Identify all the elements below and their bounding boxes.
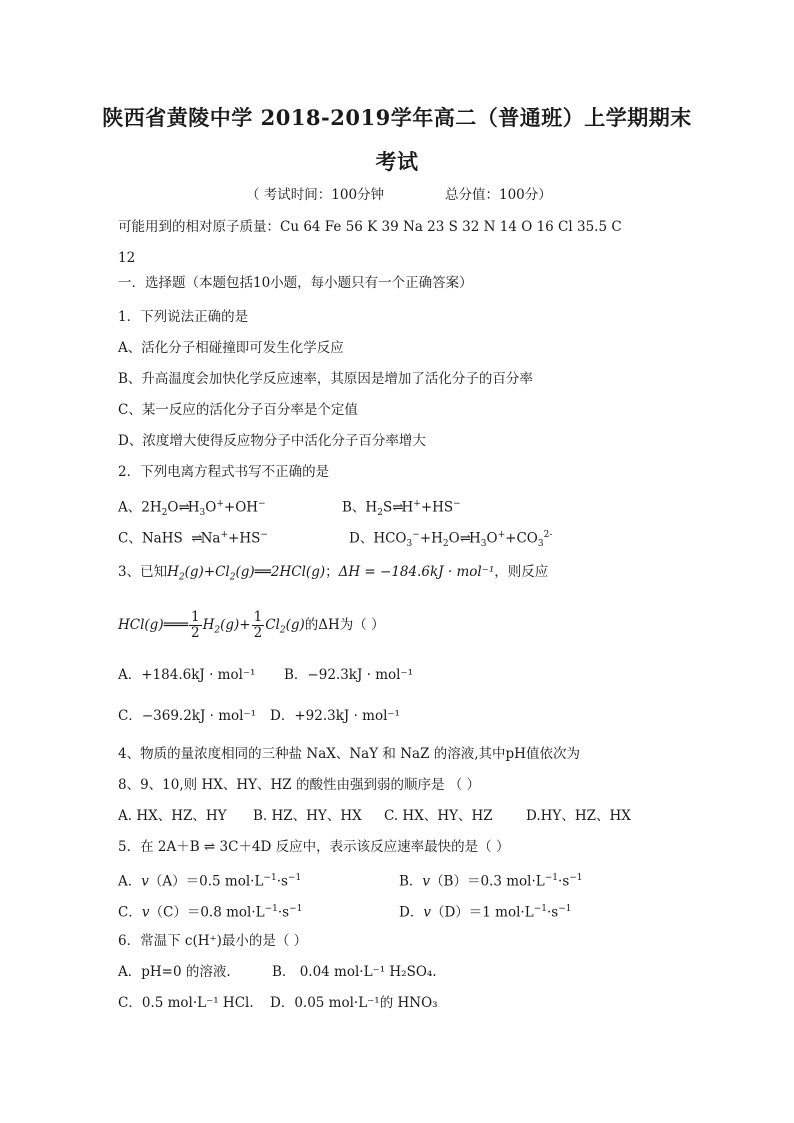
atomic-masses: 可能用到的相对原子质量：Cu 64 Fe 56 K 39 Na 23 S 32 N 14 O 16 Cl 35.5 C <box>118 219 622 235</box>
question-3-suffix: ，则反应 <box>494 564 549 580</box>
question-1-option-d: D、浓度增大使得反应物分子中活化分子百分率增大 <box>118 433 426 449</box>
question-2-option-a: A、$2H_2O\rightleftharpoons H_3O^++OH^-$ <box>118 499 266 519</box>
question-6-stem: 6．常温下 c(H⁺)最小的是（ ） <box>118 933 308 949</box>
question-4-option-c: C. HX、HY、HZ <box>384 808 493 824</box>
question-3-reaction-2: HCl(g)═══ $\frac{1}{2}$ $H_2(g)+$ $\frac{1}{2}$ $Cl_2(g)$的ΔH为（ ） <box>118 609 385 641</box>
question-5-option-d: D．v（D）＝1 $mol\cdot L^{-1}\cdot s^{-1}$ <box>399 904 572 921</box>
question-2-option-b: B、$H_2S\rightleftharpoons H^++HS^-$ <box>342 499 461 519</box>
question-3-stem: 3、已知$H_2(g)+Cl_2(g)══2HCl(g)$；ΔH = −184.6kJ · mol⁻¹，则反应 <box>118 564 549 583</box>
question-1-stem: 1．下列说法正确的是 <box>118 309 249 325</box>
question-2-stem: 2．下列电离方程式书写不正确的是 <box>118 464 330 480</box>
question-4-option-b: B. HZ、HY、HX <box>253 808 362 824</box>
page-title-continued: 考试 <box>375 149 419 174</box>
total-score: 总分值：100分） <box>445 187 552 203</box>
question-3-delta-h: ΔH = −184.6kJ · mol⁻¹ <box>338 564 495 580</box>
atomic-masses-cont: 12 <box>118 250 136 266</box>
question-5-option-a: A．v（A）＝0.5 $mol\cdot L^{-1}\cdot s^{-1}$ <box>118 873 302 890</box>
question-6-option-a: A．pH=0 的溶液. <box>118 964 231 980</box>
question-3-option-d: D．+92.3kJ · mol⁻¹ <box>270 708 400 724</box>
question-1-option-b: B、升高温度会加快化学反应速率，其原因是增加了活化分子的百分率 <box>118 371 533 387</box>
question-6-option-b: B． 0.04 mol·L⁻¹ H₂SO₄. <box>272 964 437 980</box>
question-5-stem: 5．在 2A＋B ⇌ 3C＋4D 反应中，表示该反应速率最快的是（ ） <box>118 839 510 855</box>
question-4-option-d: D.HY、HZ、HX <box>526 808 631 824</box>
question-3-prefix: 3、已知 <box>118 564 168 580</box>
question-4-stem-cont: 8、9、10,则 HX、HY、HZ 的酸性由强到弱的顺序是 （ ） <box>118 777 481 793</box>
question-3-reaction: $H_2(g)+Cl_2(g)══2HCl(g)$ <box>167 564 326 583</box>
question-4-stem: 4、物质的量浓度相同的三种盐 NaX、NaY 和 NaZ 的溶液,其中pH值依次为 <box>118 746 580 762</box>
question-2-option-c: C、NaHS ⇌Na++HS− <box>118 530 268 547</box>
question-2-option-d: D、$HCO_3^-+H_2O\rightleftharpoons H_3O^++CO_3^{2-}$ <box>349 530 553 550</box>
page-title: 陕西省黄陵中学 2018-2019学年高二（普通班）上学期期末 <box>102 105 692 130</box>
question-3-option-c: C．−369.2kJ · mol⁻¹ <box>118 708 257 724</box>
section-heading: 一．选择题（本题包括10小题，每小题只有一个正确答案） <box>118 275 473 291</box>
question-3-question: 的ΔH为（ ） <box>304 617 385 633</box>
question-1-option-a: A、活化分子相碰撞即可发生化学反应 <box>118 340 344 356</box>
question-5-option-b: B．v（B）＝0.3 $mol\cdot L^{-1}\cdot s^{-1}$ <box>399 873 583 890</box>
question-4-option-a: A. HX、HZ、HY <box>118 808 227 824</box>
question-6-option-d: D．0.05 mol·L⁻¹的 HNO₃ <box>270 995 438 1011</box>
question-3-option-a: A．+184.6kJ · mol⁻¹ <box>118 667 256 683</box>
question-1-option-c: C、某一反应的活化分子百分率是个定值 <box>118 402 358 418</box>
question-6-option-c: C．0.5 mol·L⁻¹ HCl. <box>118 995 254 1011</box>
exam-time: （ 考试时间：100分钟 <box>246 187 385 203</box>
question-5-option-c: C．v（C）＝0.8 $mol\cdot L^{-1}\cdot s^{-1}$ <box>118 904 303 921</box>
question-3-option-b: B．−92.3kJ · mol⁻¹ <box>284 667 414 683</box>
